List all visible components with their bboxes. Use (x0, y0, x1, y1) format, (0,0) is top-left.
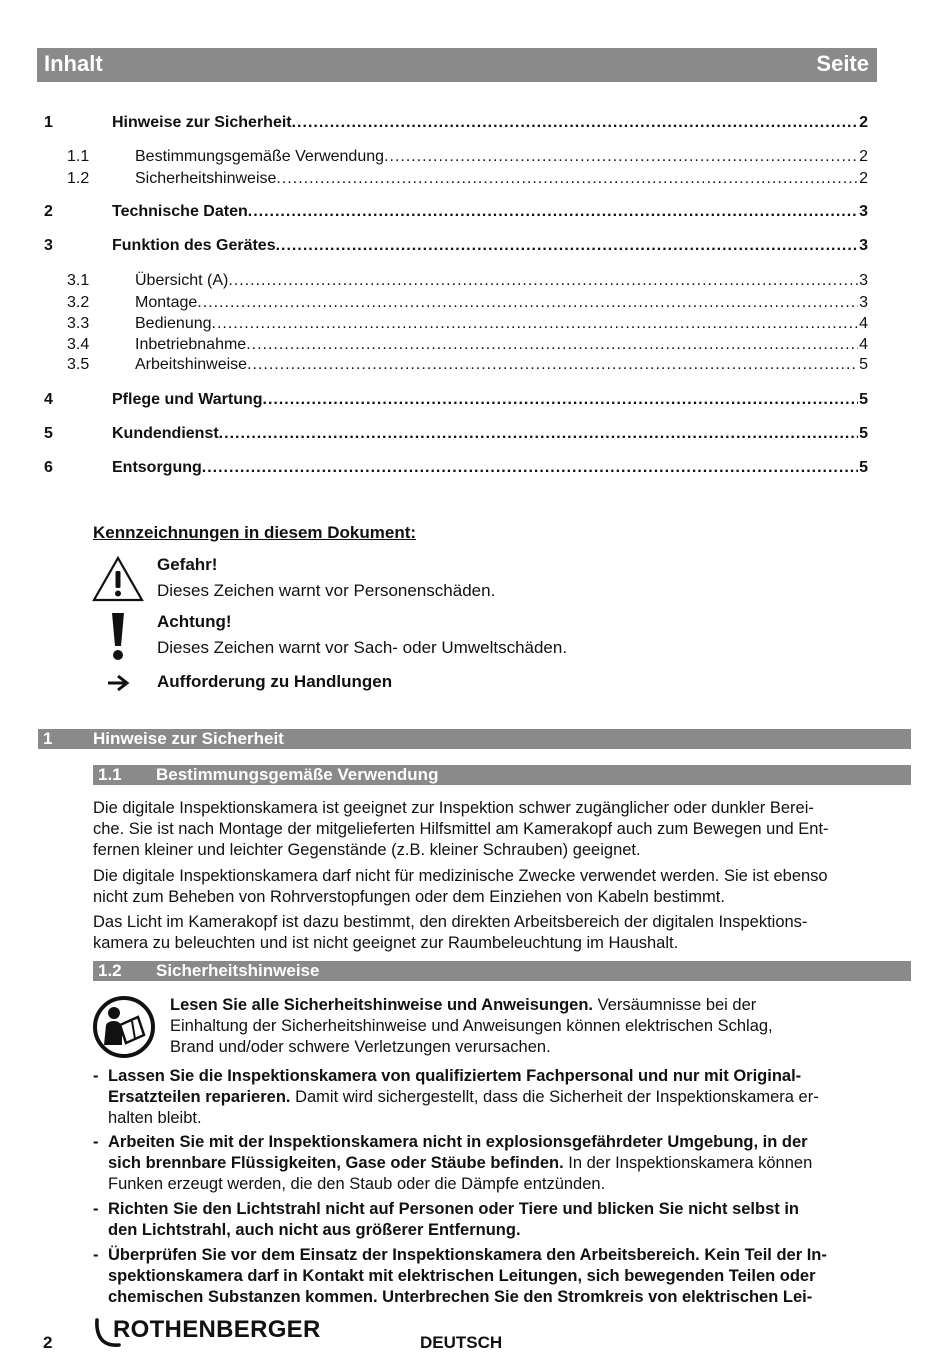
text-span: Versäumnisse bei der (593, 996, 757, 1014)
text-span: In der Inspektionskamera können (563, 1154, 813, 1172)
toc-entry-number: 4 (44, 391, 53, 408)
legend-action-text: Aufforderung zu Handlungen (157, 672, 393, 691)
toc-entry-number: 5 (44, 425, 53, 442)
toc-entry-page: 5 (859, 459, 868, 476)
safety-intro (170, 995, 773, 1058)
bullet-dash: - (93, 1067, 99, 1085)
paragraph (93, 866, 828, 908)
toc-entry-title: Übersicht (A) (135, 272, 229, 289)
text-line: Die digitale Inspektionskamera ist geeignet zur Inspektion schwer zugänglicher oder dunkler Berei- (93, 799, 814, 817)
toc-entry-title: Arbeitshinweise (135, 356, 248, 373)
toc-entry-title: Montage (135, 294, 198, 311)
toc-entry-page: 3 (859, 272, 868, 289)
text-line: spektionskamera darf in Kontakt mit elektrischen Leitungen, sich bewegenden Teilen oder (108, 1267, 816, 1285)
toc-header-bar (37, 48, 877, 82)
text-line: halten bleibt. (108, 1109, 202, 1127)
text-line: Lassen Sie die Inspektionskamera von qualifiziertem Fachpersonal und nur mit Original- (108, 1067, 802, 1085)
toc-entry-page: 5 (859, 391, 868, 408)
text-line: Die digitale Inspektionskamera darf nicht für medizinische Zwecke verwendet werden. Sie ist ebenso (93, 867, 828, 885)
toc-entry-number: 1.1 (67, 148, 90, 165)
text-line: Arbeiten Sie mit der Inspektionskamera nicht in explosionsgefährdeter Umgebung, in der (108, 1133, 808, 1151)
toc-entry-page: 2 (859, 170, 868, 187)
toc-entry-number: 1.2 (67, 170, 90, 187)
toc-entry-number: 1 (44, 114, 53, 131)
bold-text: sich brennbare Flüssigkeiten, Gase oder Stäube befinden. (108, 1154, 564, 1172)
toc-entry-page: 4 (859, 315, 868, 332)
page-number: 2 (43, 1333, 53, 1352)
paragraph (93, 912, 807, 954)
toc-entry-number: 2 (44, 203, 53, 220)
paragraph (93, 798, 829, 861)
warning-triangle-icon (92, 555, 144, 603)
subsection-number: 1.1 (98, 765, 122, 784)
legend-title: Kennzeichnungen in diesem Dokument: (93, 523, 417, 542)
toc-entry-title: Technische Daten (112, 203, 248, 220)
toc-page-label: Seite (816, 51, 869, 76)
toc-entry-title: Bestimmungsgemäße Verwendung (135, 148, 385, 165)
toc-entry-page: 3 (859, 294, 868, 311)
toc-entry-page: 3 (859, 237, 868, 254)
toc-entry-number: 6 (44, 459, 53, 476)
toc-entry-number: 3.2 (67, 294, 90, 311)
text-line: Funken erzeugt werden, die den Staub oder die Dämpfe entzünden. (108, 1175, 606, 1193)
toc-entry-number: 3.3 (67, 315, 90, 332)
toc-entry-title: Entsorgung (112, 459, 202, 476)
toc-entry-title: Bedienung (135, 315, 212, 332)
toc-entry-page: 3 (859, 203, 868, 220)
legend-caution-text: Dieses Zeichen warnt vor Sach- oder Umweltschäden. (157, 638, 568, 657)
text-line: den Lichtstrahl, auch nicht aus größerer Entfernung. (108, 1221, 521, 1239)
legend-danger-text: Dieses Zeichen warnt vor Personenschäden. (157, 581, 496, 600)
rothenberger-logo (93, 1314, 338, 1350)
legend-caution-title: Achtung! (157, 612, 232, 631)
section-title: Hinweise zur Sicherheit (93, 729, 284, 748)
text-line (170, 995, 773, 1016)
toc-entry-title: Inbetriebnahme (135, 336, 247, 353)
toc-entry-title: Funktion des Gerätes (112, 237, 276, 254)
text-span: Damit wird sichergestellt, dass die Sicherheit der Inspektionskamera er- (290, 1088, 819, 1106)
toc-entry-page: 2 (859, 114, 868, 131)
toc-entry-title: Sicherheitshinweise (135, 170, 277, 187)
toc-entry-page: 4 (859, 336, 868, 353)
bold-text: Lesen Sie alle Sicherheitshinweise und Anweisungen. (170, 996, 594, 1014)
toc-title: Inhalt (44, 51, 103, 76)
text-line: Einhaltung der Sicherheitshinweise und Anweisungen können elektrischen Schlag, (170, 1017, 773, 1035)
text-line: Richten Sie den Lichtstrahl nicht auf Personen oder Tiere und blicken Sie nicht selbst in (108, 1200, 800, 1218)
toc-entry-title: Kundendienst (112, 425, 219, 442)
text-line: kamera zu beleuchten und ist nicht geeignet zur Raumbeleuchtung im Haushalt. (93, 934, 679, 952)
toc-entry-page: 5 (859, 356, 868, 373)
text-line: Überprüfen Sie vor dem Einsatz der Inspektionskamera den Arbeitsbereich. Kein Teil der In- (108, 1246, 827, 1264)
section-number: 1 (43, 729, 53, 748)
toc-entry-page: 2 (859, 148, 868, 165)
text-line: Brand und/oder schwere Verletzungen verursachen. (170, 1038, 551, 1056)
bullet-item (108, 1245, 827, 1308)
arrow-right-icon (106, 673, 132, 693)
toc-entry-number: 3.4 (67, 336, 90, 353)
bullet-item (108, 1132, 812, 1195)
footer-language: DEUTSCH (420, 1333, 503, 1352)
subsection-title: Bestimmungsgemäße Verwendung (156, 765, 439, 784)
legend-danger-title: Gefahr! (157, 555, 218, 574)
toc-entry-number: 3.1 (67, 272, 90, 289)
text-line (108, 1087, 819, 1108)
bullet-dash: - (93, 1133, 99, 1151)
toc-entry-title: Pflege und Wartung (112, 391, 263, 408)
text-line: Das Licht im Kamerakopf ist dazu bestimmt, den direkten Arbeitsbereich der digitalen Inspektions- (93, 913, 808, 931)
bullet-item (108, 1066, 819, 1129)
text-line (108, 1153, 812, 1174)
subsection-1-1-heading (93, 765, 911, 785)
toc-entry-number: 3.5 (67, 356, 90, 373)
read-manual-icon (92, 995, 156, 1059)
section-1-heading (38, 729, 911, 749)
brand-name: ROTHENBERGER (113, 1316, 321, 1343)
text-line: che. Sie ist nach Montage der mitgelieferten Hilfsmittel am Kamerakopf auch zum Bewegen und Ent- (93, 820, 829, 838)
bullet-dash: - (93, 1200, 99, 1218)
exclamation-icon (108, 610, 128, 662)
subsection-title: Sicherheitshinweise (156, 961, 320, 980)
text-line: fernen kleiner und leichter Gegenstände (z.B. kleiner Schrauben) geeignet. (93, 841, 641, 859)
bold-text: Ersatzteilen reparieren. (108, 1088, 291, 1106)
subsection-number: 1.2 (98, 961, 122, 980)
bullet-item (108, 1199, 799, 1241)
toc-entry-title: Hinweise zur Sicherheit (112, 114, 292, 131)
toc-entry-page: 5 (859, 425, 868, 442)
text-line: nicht zum Beheben von Rohrverstopfungen oder dem Einziehen von Kabeln bestimmt. (93, 888, 725, 906)
subsection-1-2-heading (93, 961, 911, 981)
text-line: chemischen Substanzen kommen. Unterbrechen Sie den Stromkreis von elektrischen Lei- (108, 1288, 813, 1306)
toc-entry-number: 3 (44, 237, 53, 254)
bullet-dash: - (93, 1246, 99, 1264)
